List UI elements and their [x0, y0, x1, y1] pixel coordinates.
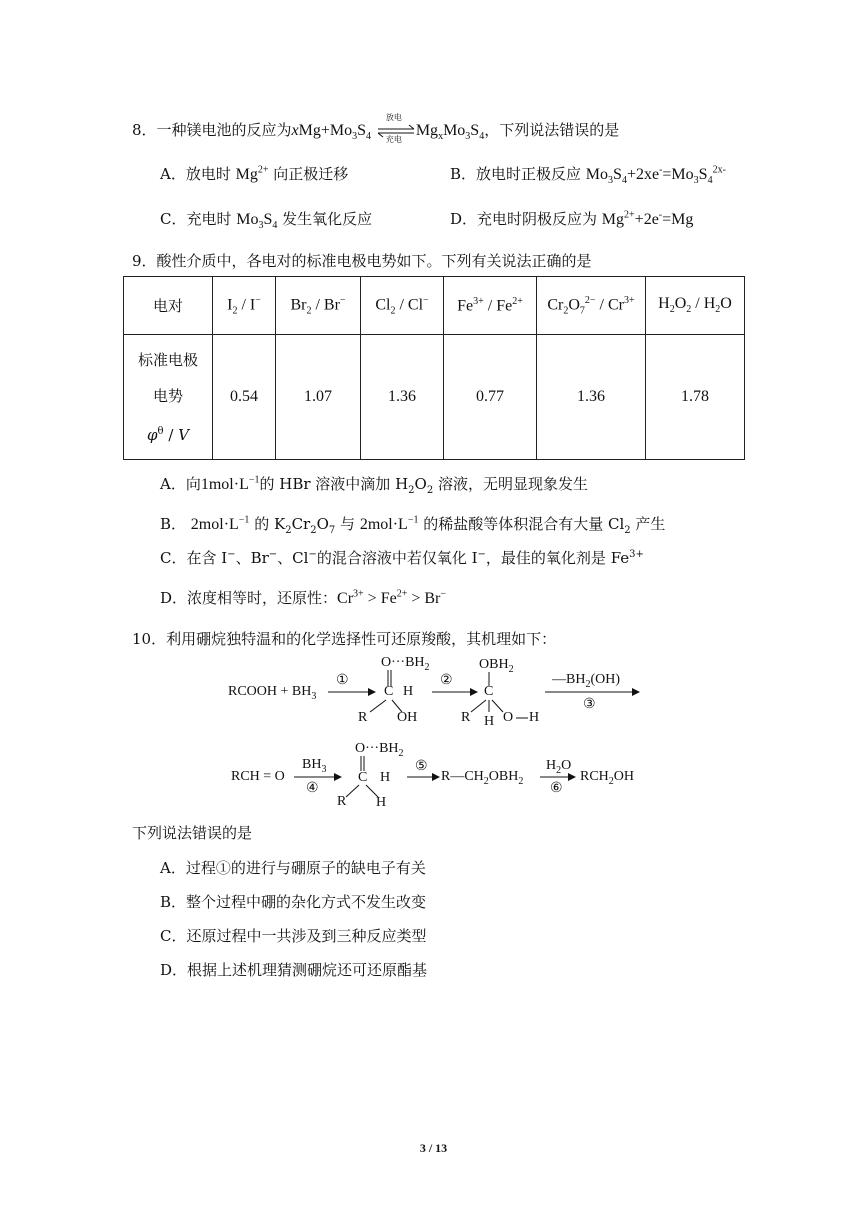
mech-int3-h2: H — [376, 795, 387, 810]
mech-borate: $R—CH_2OBH_2$ — [441, 769, 524, 787]
mech-int1-c: C — [384, 684, 394, 699]
q10-stem: 10．利用硼烷独特温和的化学选择性可还原羧酸，其机理如下： — [132, 630, 557, 648]
mech-step6: ⑥ — [550, 781, 563, 796]
q9-option-c: C．在含 I−、Br−、Cl−的混合溶液中若仅氧化 I−，最佳的氧化剂是 $Fe^{3+}$ — [160, 549, 644, 567]
mech-step5: ⑤ — [415, 759, 428, 774]
q8-option-b: B．放电时正极反应 $Mo_3S_4+2xe^-=Mo_3S_4^{2x-}$ — [450, 164, 726, 187]
mech-int1-h: H — [403, 684, 414, 699]
mech-int1-oh: OH — [397, 710, 418, 725]
value-cell: 0.77 — [444, 335, 537, 460]
q9-option-a: A．向$1mol\cdot L^{-1}$的 HBr 溶液中滴加 $H_2O_2$ 溶液，无明显现象发生 — [160, 474, 588, 496]
table-header-label: 电对 — [124, 277, 213, 335]
mech-int3-r: R — [337, 794, 347, 809]
mech-step4-reagent: $BH_3$ — [302, 757, 327, 775]
q10-option-c: C．还原过程中一共涉及到三种反应类型 — [160, 927, 427, 945]
mech-step3: ③ — [583, 697, 596, 712]
value-cell: 0.54 — [213, 335, 276, 460]
couple-cr: $Cr_2O_7^{2-} / Cr^{3+}$ — [537, 277, 646, 335]
q10-lead: 下列说法错误的是 — [132, 824, 253, 842]
q9-stem: 9．酸性介质中，各电对的标准电极电势如下。下列有关说法正确的是 — [132, 252, 592, 270]
phi-label: $\varphi^\theta$ / V — [147, 425, 189, 444]
mech-product: $RCH_2OH$ — [580, 769, 635, 787]
q8-option-d: D．充电时阴极反应为 $Mg^{2+}+2e^-=Mg$ — [450, 209, 694, 228]
mech-step2: ② — [440, 673, 453, 688]
q10-option-d: D．根据上述机理猜测硼烷还可还原酯基 — [160, 961, 428, 979]
q8-option-c: C．充电时 $Mo_3S_4$ 发生氧化反应 — [160, 210, 373, 232]
mech-int3-top: $O\cdot\cdot\cdot BH_2$ — [355, 741, 404, 759]
mech-step4: ④ — [306, 781, 319, 796]
mech-aldehyde: RCH = O — [231, 769, 285, 784]
reversible-arrow: 放电 充电 — [376, 121, 416, 141]
mech-int2-r: R — [461, 710, 471, 725]
couple-br2: $Br_2 / Br^-$ — [276, 277, 361, 335]
mech-int3-c: C — [358, 770, 368, 785]
couple-h2o2: $H_2O_2 / H_2O$ — [646, 277, 745, 335]
mech-int2-h2: H — [529, 710, 540, 725]
mech-step3-reagent: $—BH_2(OH)$ — [552, 672, 620, 690]
row-label: 标准电极 电势 $\varphi^\theta$ / V — [124, 335, 213, 460]
value-cell: 1.07 — [276, 335, 361, 460]
value-cell: 1.36 — [537, 335, 646, 460]
mech-int3-h: H — [380, 770, 391, 785]
q10-option-b: B．整个过程中硼的杂化方式不发生改变 — [160, 893, 427, 911]
mech-int2-o: O — [503, 710, 514, 725]
mech-reactant: RCOOH + $BH_3$ — [228, 684, 317, 702]
value-cell: 1.36 — [361, 335, 444, 460]
mech-step6-reagent: $H_2O$ — [546, 758, 572, 776]
mech-int2-h: H — [484, 714, 495, 729]
couple-cl2: $Cl_2 / Cl^-$ — [361, 277, 444, 335]
mech-step1: ① — [336, 673, 349, 688]
q8-option-a: A．放电时 $Mg^{2+}$ 向正极迁移 — [160, 164, 349, 183]
mech-int2-top: $OBH_2$ — [479, 657, 514, 675]
couple-fe: $Fe^{3+} / Fe^{2+}$ — [444, 277, 537, 335]
couple-i2: $I_2 / I^-$ — [213, 277, 276, 335]
q10-option-a: A．过程①的进行与硼原子的缺电子有关 — [160, 859, 426, 877]
q9-option-b: B． $2mol\cdot L^{-1}$ 的 $K_2Cr_2O_7$ 与 $2mol\cdot L^{-1}$ 的稀盐酸等体积混合有大量 $Cl_2$ 产生 — [160, 514, 666, 536]
value-cell: 1.78 — [646, 335, 745, 460]
mech-int2-c: C — [484, 684, 494, 699]
page-number: 3 / 13 — [419, 1141, 448, 1155]
q9-option-d: D．浓度相等时，还原性：$Cr^{3+} > Fe^{2+} > Br^-$ — [160, 588, 447, 607]
mech-int1-top: $O\cdot\cdot\cdot BH_2$ — [381, 655, 430, 673]
mech-int1-r: R — [358, 710, 368, 725]
q8-stem: 8．一种镁电池的反应为$xMg+Mo_3S_4$ 放电 充电 $Mg_xMo_3S_4$，下列说法错误的是 — [132, 113, 620, 144]
